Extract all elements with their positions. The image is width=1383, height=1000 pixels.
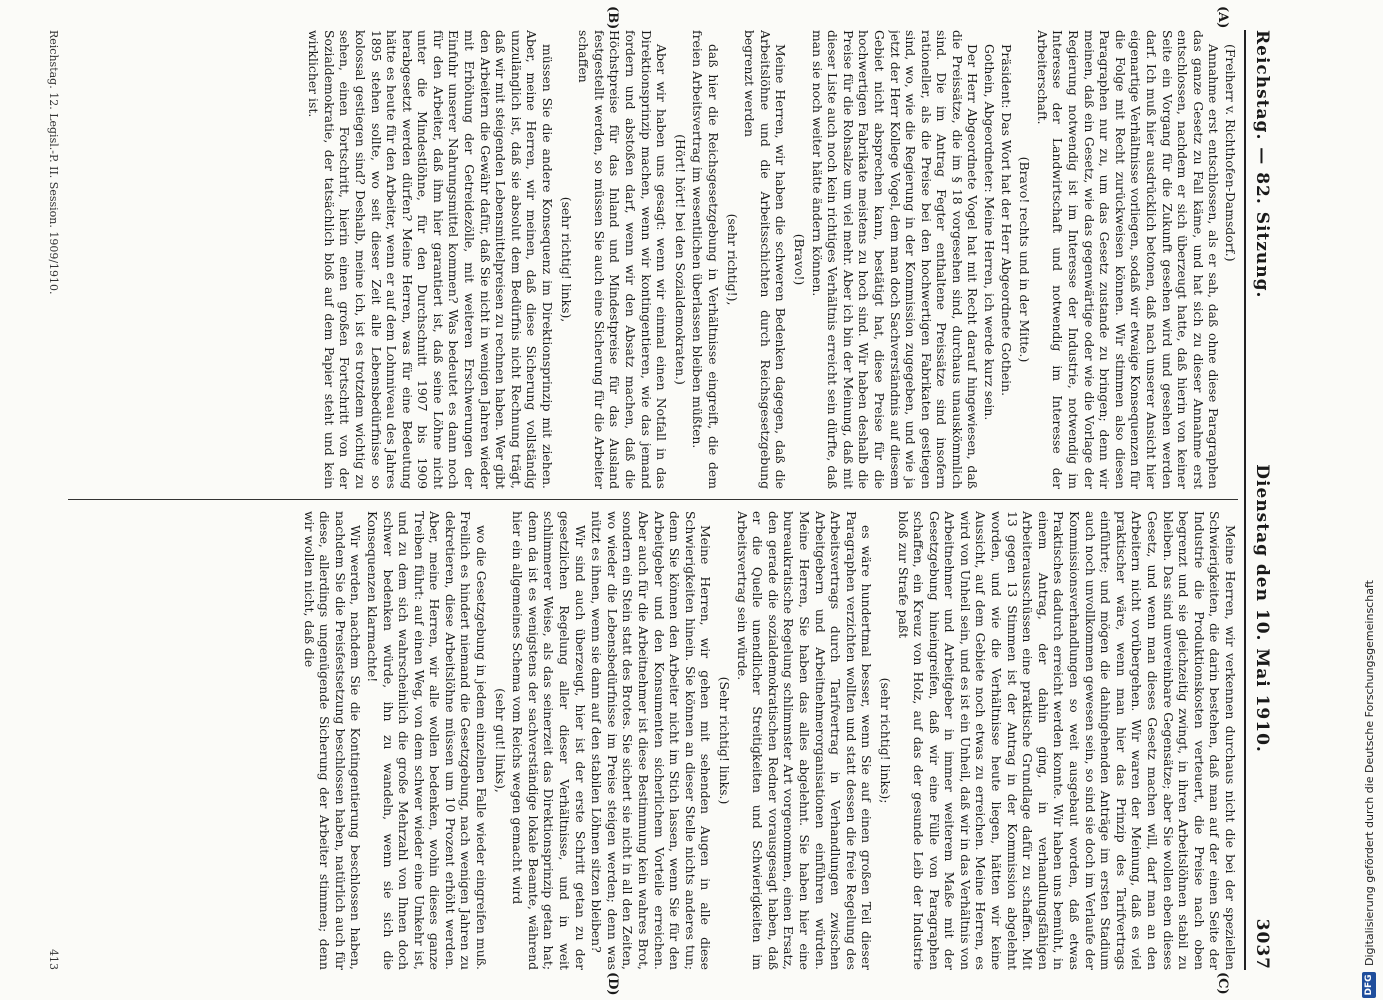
header-session: Reichstag. — 82. Sitzung. xyxy=(1252,30,1272,299)
paragraph: Wir sind auch überzeugt, hier ist der erste Schritt getan zu der gesetzlichen Regelung aller dieser Verhältnisse, und in weit schlimmerer Weise, als das seinerzeit das Direktionsprinzip getan hat; denn da ist es wenigstens der sachverständige lokale Beamte, während hier ein allgemeines Schema vom Reichs wegen gemacht wird xyxy=(510,511,588,970)
paragraph: Annahme erst entschlossen, als er sah, daß ohne diese Paragraphen das ganze Gesetz zu Fall käme, und hat sich zu dieser Annahme erst entschlossen, nachdem er sich überzeugt hatte, daß hierin von keiner Seite ein Vorgang für die Zukunft gesehen wird und gesehen werden darf. Ich muß hier ausdrücklich betonen, daß nach unserer Ansicht hier eigenartige Verhältnisse vorliegen, sodaß wir etwaige Konsequenzen für die Folge mit Recht zurückweisen können. Wir stimmen also diesen Paragraphen nur zu, um das Gesetz zustande zu bringen; denn wir meinen, daß ein Gesetz, wie das gegenwärtige oder wie die Vorlage der Regierung notwendig ist im Interesse der Industrie, notwendig im Interesse der Landwirtschaft und notwendig im Interesse der Arbeiterschaft. xyxy=(1034,30,1222,489)
margin-mark-c: (C) xyxy=(1215,972,1230,995)
credit-text: Digitalisierung gefördert durch die Deutsche Forschungsgemeinschaft xyxy=(1362,580,1376,966)
paragraph: (Sehr richtig! links.) xyxy=(717,676,732,805)
paragraph: (sehr richtig! links), xyxy=(558,196,574,323)
margin-mark-a: (A) xyxy=(1215,6,1230,29)
paragraph: Der Herr Abgeordnete Vogel hat mit Recht darauf hingewiesen, daß die Preissätze, die im § 18 vorgesehen sind, durchaus unauskömmlich sind. Die im Antrag Fegter enthaltene Preissätze sind insofern rationeller, als die Preise bei den hochwertigen Fabrikaten gestiegen sind, wo, wie die Regierung in der Kommission zugegeben, und wie ja jetzt der Herr Kollege Vogel, dem man doch Sachverständnis auf diesem Gebiet nicht absprechen kann, bestätigt hat, diese Preise für die hochwertigen Fabrikate meistens zu hoch sind. Wir haben deshalb die Preise für die Rohsalze um viel mehr. Aber ich bin der Meinung, daß mit dieser Liste auch noch kein richtiges Verhältnis erreicht sein dürfte, daß man sie noch weiter hätte ändern können. xyxy=(809,30,981,489)
paragraph: Aber wir haben uns gesagt: wenn wir einmal einen Notfall in das Direktionsprinzip machen, wenn wir kontingentieren, wie das jemand fordern und abstoßen darf, wenn wir den Absatz machen, daß die Höchstpreise für das Inland und Mindestpreise für das Ausland festgestellt werden, so müssen Sie auch eine Sicherung für die Arbeiter schaffen xyxy=(576,30,670,489)
page-header xyxy=(1244,30,1278,970)
paragraph: es wäre hundertmal besser, wenn Sie auf einen großen Teil dieser Paragraphen verzichten wollten und statt dessen die freie Regelung des Arbeitsvertrags durch Tarifvertrag in Verhandlungen zwischen Arbeitgebern und Arbeitnehmerorganisationen einführen würden. Meine Herren, Sie haben das alles abgelehnt. Sie haben hier eine bureaukratische Regelung schlimmster Art vorgenommen, einen Ersatz, den gerade die sozialdemokratischen Redner vorausgesagt haben, daß er die Quelle unendlicher Streitigkeiten und Schwierigkeiten im Arbeitsvertrag sein würde. xyxy=(734,511,875,970)
paragraph: Meine Herren, wir haben die schweren Bedenken dagegen, daß die Arbeitslöhne und die Arbeitsschichten durch Reichsgesetzgebung begrenzt werden xyxy=(742,30,789,489)
dfg-logo-icon: DFG xyxy=(1362,972,1376,998)
paragraph: (Bravo! rechts und in der Mitte.) xyxy=(1017,156,1033,363)
page-footer xyxy=(40,30,60,970)
paragraph: (Hört! hört! bei den Sozialdemokraten.) xyxy=(672,134,688,385)
paragraph: wo die Gesetzgebung in jedem einzelnen Falle wieder eingreifen muß. Freilich es hindert niemand die Gesetzgebung, nach wenigen Jahren zu dekretieren, diese Arbeitslöhne müssen um 10 Prozent erhöht werden. Aber, meine Herren, wir alle wollen bedenken, wohin dieses ganze Treiben führt: auf einen Weg, von dem schwer wieder eine Umkehr ist, und zu dem sich wahrscheinlich die große Mehrzahl von Ihnen doch schwer bedenken würde, ihn zu wandeln, wenn sie sich die Konsequenzen klarmachte! xyxy=(364,511,490,970)
margin-mark-d: (D) xyxy=(605,972,620,996)
header-date: Dienstag den 10. Mai 1910. xyxy=(1252,464,1272,753)
right-column xyxy=(68,511,1238,970)
paragraph: (Bravo!) xyxy=(791,233,807,286)
left-column xyxy=(68,30,1238,489)
margin-mark-b: (B) xyxy=(605,6,620,30)
paragraph: (sehr richtig! links); xyxy=(877,677,893,804)
paragraph: (Freiherr v. Richthofen-Damsdorf.) xyxy=(1223,44,1238,262)
paragraph: müssen Sie die andere Konsequenz im Direktionsprinzip mit ziehen. Aber, meine Herren, wir meinen, daß diese Sicherung vollständig unzulänglich ist, daß sie absolut dem Bedürfnis nicht Rechnung trägt, daß wir mit steigenden Lebensmittelpreisen zu rechnen haben. Wer gibt den Arbeitern die Gewähr dafür, daß Sie nicht in wenigen Jahren wieder mit Erhöhung der Getreidezölle, mit weiteren Erschwerungen der Einfuhr unserer Nahrungsmittel kommen? Was bedeutet es dann noch für den Arbeiter, daß ihm hier garantiert ist, daß seine Löhne nicht unter die Mindestlöhne, für den Durchschnitt 1907 bis 1909 herabgesetzt werden dürfen? Meine Herren, was für eine Bedeutung hätte es heute für den Arbeiter, wenn er auf dem Lohnniveau des Jahres 1895 stehen sollte, wo seit dieser Zeit alle Lebensbedürfnisse so kolossal gestiegen sind? Deshalb, meine ich, ist es trotzdem wichtig zu sehen, einen Fortschritt, hierin einen großen Fortschritt von der Sozialdemokratie, der tatsächlich bloß auf dem Papier steht und kein wirklicher ist. xyxy=(306,30,556,489)
column-divider xyxy=(68,499,1238,500)
paragraph: (sehr richtig!), xyxy=(724,213,740,306)
digitization-credit xyxy=(1358,8,1380,998)
paragraph: (sehr gut! links), xyxy=(492,688,508,793)
paragraph: Meine Herren, wir gehen mit sehenden Augen in alle diese Schwierigkeiten hinein. Sie können an dieser Stelle nichts anderes tun; denn Sie können den Arbeiter nicht im Stich lassen, wenn Sie für den Arbeitgeber und den Konsumenten sicherlichem Vorteile erreichen. Aber auch für die Arbeitnehmer ist diese Bestimmung kein wahres Brot, sondern ein Stein statt des Brotes. Sie sichert sie nicht in all den Zeiten, wo wieder die Lebensbedürfnisse im Preise steigen werden; denn was nützt es ihnen, wenn sie dann auf den stabilen Löhnen sitzen bleiben? xyxy=(589,511,714,970)
footer-sheet-number: 413 xyxy=(47,949,60,970)
text-columns xyxy=(68,30,1238,970)
paragraph: Gothein, Abgeordneter: Meine Herren, ich werde kurz sein. xyxy=(982,44,998,421)
paragraph: Wir werden, nachdem Sie die Kontingentierung beschlossen haben, nachdem Sie die Preisfestsetzung beschlossen haben, natürlich auch für diese, allerdings ungenügende Sicherung der Arbeiter stimmen; denn wir wollen nicht, daß die xyxy=(301,511,364,970)
paragraph: Präsident: Das Wort hat der Herr Abgeordnete Gothein. xyxy=(998,44,1014,397)
header-page-number: 3037 xyxy=(1252,918,1272,970)
paragraph: daß hier die Reichsgesetzgebung in Verhältnisse eingreift, die dem freien Arbeitsvertrag im wesentlichen überlassen bleiben müßten. xyxy=(690,30,721,489)
footer-legislature: Reichstag. 12. Legisl.-P. II. Session. 1909/1910. xyxy=(47,30,60,295)
paragraph: Meine Herren, wir verkennen durchaus nicht die bei der speziellen Schwierigkeiten, die darin bestehen, daß man auf der einen Seite der Industrie die Produktionskosten verteuert, die Preise nach oben begrenzt und sie gleichzeitig zwingt, in ihren Arbeitslöhnen stabil zu bleiben. Das sind unvereinbare Gegensätze; aber Sie wollen eben dieses Gesetz, und wenn man dieses Gesetz machen will, darf man an den Arbeitern nicht vorübergehen. Wir waren der Meinung, daß es viel praktischer wäre, wenn man hier das Prinzip des Tarifvertrags einführte; und mögen die dahingehenden Anträge im ersten Stadium auch noch unvollkommen gewesen sein, so sind sie doch im Verlaufe der Kommissionsverhandlungen so weit ausgebaut worden, daß etwas Praktisches dadurch erreicht werden konnte. Wir haben uns bemüht, in einem Antrag, der dahin ging, in verhandlungsfähigen Arbeiterausschüssen eine praktische Grundlage dafür zu schaffen. Mit 13 gegen 13 Stimmen ist der Antrag in der Kommission abgelehnt worden, und wie die Verhältnisse heute liegen, hätten wir keine Aussicht, auf dem Gebiete noch etwas zu erreichen. Meine Herren, es wird von Unheil sein, und es ist ein Unheil, daß wir in das Verhältnis von Arbeitnehmer und Arbeitgeber in immer weiterem Maße mit der Gesetzgebung hineingreifen, daß wir eine Fülle von Paragraphen schaffen, ein Kreuz von Holz, auf das der gesunde Leib der Industrie bloß zur Strafe paßt xyxy=(895,511,1238,970)
